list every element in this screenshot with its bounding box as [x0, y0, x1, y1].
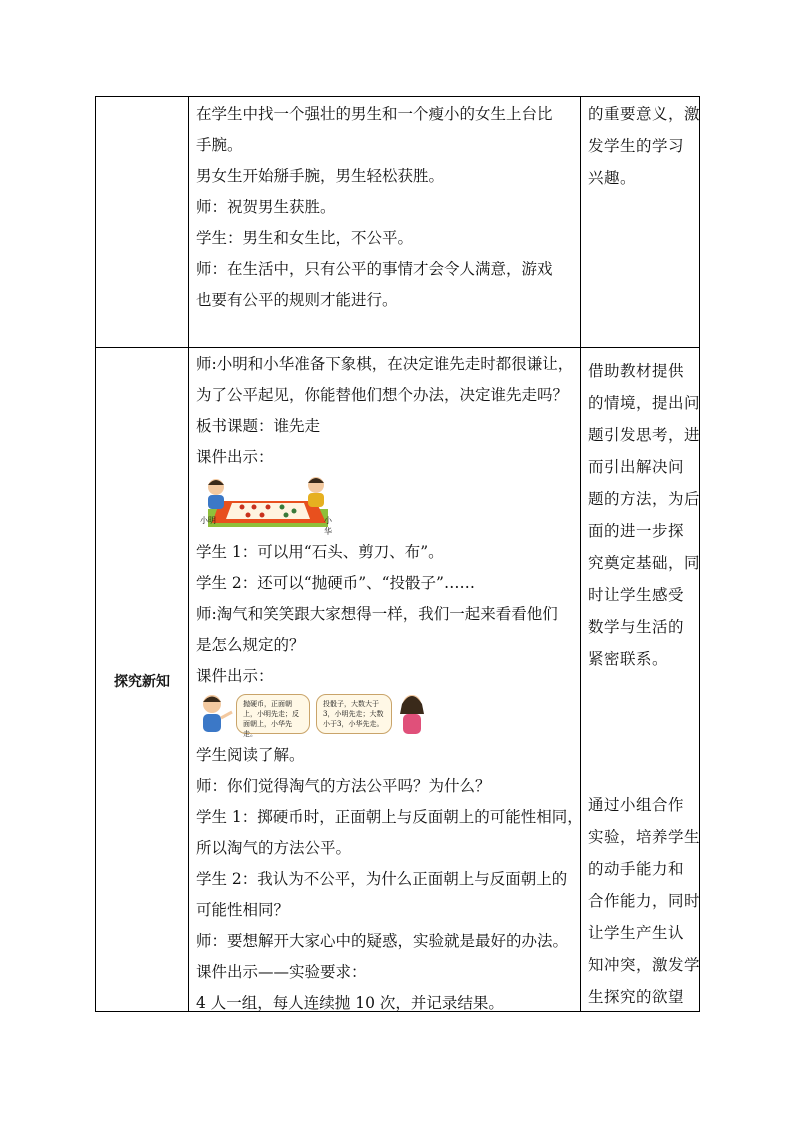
text-line: 师:淘气和笑笑跟大家想得一样，我们一起来看看他们: [196, 605, 558, 623]
text-line: 课件出示——实验要求：: [196, 963, 367, 981]
note-line: 通过小组合作: [588, 796, 685, 814]
note-line: 紧密联系。: [588, 650, 669, 668]
note-line: 数学与生活的: [588, 618, 685, 636]
row1-content: [196, 99, 576, 316]
note-line: 究奠定基础，同: [588, 554, 701, 572]
text-line: 学生 2：我认为不公平，为什么正面朝上与反面朝上的: [196, 870, 568, 888]
text-line: 所以淘气的方法公平。: [196, 839, 352, 857]
lesson-table: [95, 96, 700, 1012]
method-illustration: [198, 692, 428, 738]
text-line: 学生 1：掷硬币时，正面朝上与反面朝上的可能性相同，: [196, 808, 583, 826]
text-line: 师：在生活中，只有公平的事情才会令人满意，游戏: [196, 260, 553, 278]
note-line: 借助教材提供: [588, 362, 685, 380]
speech-bubble-left: 抛硬币，正面朝上，小明先走；反面朝上，小华先走。: [236, 694, 310, 734]
row1-note: [588, 98, 701, 194]
text-line: 为了公平起见，你能替他们想个办法，决定谁先走吗？: [196, 386, 569, 404]
text-line: 板书课题：谁先走: [196, 417, 321, 435]
text-line: 学生 2：还可以“抛硬币”、“投骰子”……: [196, 574, 475, 592]
text-line: 师：你们觉得淘气的方法公平吗？为什么？: [196, 777, 491, 795]
row2-note-a: [588, 355, 701, 675]
text-line: 是怎么规定的？: [196, 636, 305, 654]
column-divider-1: [188, 97, 189, 1011]
text-line: 在学生中找一个强壮的男生和一个瘦小的女生上台比: [196, 105, 553, 123]
note-line: 时让学生感受: [588, 586, 685, 604]
children-image: [198, 692, 428, 738]
xiaohua-label: 小华: [324, 516, 332, 536]
text-line: 手腕。: [196, 136, 243, 154]
text-line: 课件出示：: [196, 667, 274, 685]
note-line: 题的方法，为后: [588, 490, 701, 508]
row2-note-b: [588, 789, 701, 1013]
chess-scene-image: [198, 475, 338, 535]
note-line: 的情境，提出问: [588, 394, 701, 412]
text-line: 学生 1：可以用“石头、剪刀、布”。: [196, 543, 444, 561]
row2-content: [196, 349, 583, 1019]
text-line: 课件出示：: [196, 448, 274, 466]
note-line: 的动手能力和: [588, 860, 685, 878]
note-line: 发学生的学习: [588, 137, 685, 155]
speech-bubble-right: 投骰子，大数大于3，小明先走；大数小于3，小华先走。: [316, 694, 392, 734]
note-line: 实验，培养学生: [588, 828, 701, 846]
note-line: 面的进一步探: [588, 522, 685, 540]
text-line: 师：要想解开大家心中的疑惑，实验就是最好的办法。: [196, 932, 569, 950]
text-line: 也要有公平的规则才能进行。: [196, 291, 398, 309]
xiaoming-label: 小明: [200, 516, 216, 525]
note-line: 而引出解决问: [588, 458, 685, 476]
row-divider: [96, 347, 699, 348]
note-line: 让学生产生认: [588, 924, 685, 942]
note-line: 合作能力，同时: [588, 892, 701, 910]
text-line: 学生阅读了解。: [196, 746, 305, 764]
text-line: 4 人一组，每人连续抛 10 次，并记录结果。: [196, 994, 504, 1012]
note-line: 的重要意义，激: [588, 105, 701, 123]
section-label: 探究新知: [114, 674, 170, 690]
column-divider-2: [580, 97, 581, 1011]
note-line: 生探究的欲望: [588, 988, 685, 1006]
note-line: 题引发思考，进: [588, 426, 701, 444]
text-line: 可能性相同？: [196, 901, 290, 919]
note-line: 兴趣。: [588, 169, 637, 187]
text-line: 男女生开始掰手腕，男生轻松获胜。: [196, 167, 445, 185]
note-line: 知冲突，激发学: [588, 956, 701, 974]
text-line: 师:小明和小华准备下象棋，在决定谁先走时都很谦让，: [196, 355, 574, 373]
chess-illustration: [198, 475, 338, 535]
text-line: 学生：男生和女生比，不公平。: [196, 229, 414, 247]
text-line: 师：祝贺男生获胜。: [196, 198, 336, 216]
